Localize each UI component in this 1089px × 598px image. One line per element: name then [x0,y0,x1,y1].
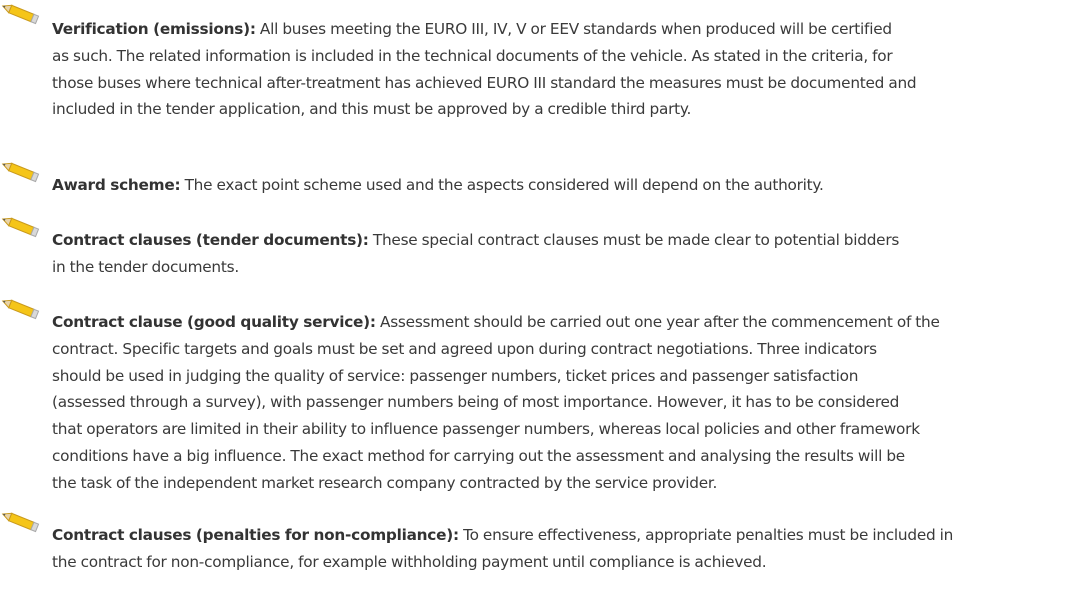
note-title: Contract clauses (tender documents): [52,231,369,249]
note-line: that operators are limited in their ability to influence passenger numbers, whereas local policies and other framework [52,420,920,439]
note-line: included in the tender application, and this must be approved by a credible third party. [52,100,692,119]
note-line: as such. The related information is included in the technical documents of the vehicle. As stated in the criteria, for [52,46,893,65]
note-line: the contract for non-compliance, for example withholding payment until compliance is achieved. [52,552,767,571]
note-title: Verification (emissions): [52,20,256,38]
note-line: in the tender documents. [52,257,239,276]
pencil-icon [0,299,50,321]
note-line: Contract clauses (tender documents): These special contract clauses must be made clear to potential bidders [52,231,900,249]
pencil-icon [0,162,50,184]
note-line: the task of the independent market research company contracted by the service provider. [52,473,718,492]
note-line: Award scheme: The exact point scheme used and the aspects considered will depend on the authority. [52,176,824,194]
note-title: Contract clause (good quality service): [52,313,376,331]
note-line: Contract clauses (penalties for non-compliance): To ensure effectiveness, appropriate penalties must be included in [52,526,954,544]
note-line: Contract clause (good quality service): Assessment should be carried out one year after the commencement of the [52,313,940,331]
note-line: (assessed through a survey), with passenger numbers being of most importance. However, it has to be considered [52,393,900,412]
pencil-icon [0,217,50,239]
note-line: Verification (emissions): All buses meeting the EURO III, IV, V or EEV standards when produced will be certified [52,20,892,38]
note-title: Contract clauses (penalties for non-compliance): [52,526,459,544]
pencil-icon [0,4,50,26]
note-line: should be used in judging the quality of service: passenger numbers, ticket prices and passenger satisfaction [52,366,859,385]
note-line: conditions have a big influence. The exact method for carrying out the assessment and analysing the results will be [52,446,905,465]
note-line: contract. Specific targets and goals must be set and agreed upon during contract negotiations. Three indicators [52,339,877,358]
pencil-icon [0,512,50,534]
note-title: Award scheme: [52,176,181,194]
note-line: those buses where technical after-treatment has achieved EURO III standard the measures must be documented and [52,73,917,92]
